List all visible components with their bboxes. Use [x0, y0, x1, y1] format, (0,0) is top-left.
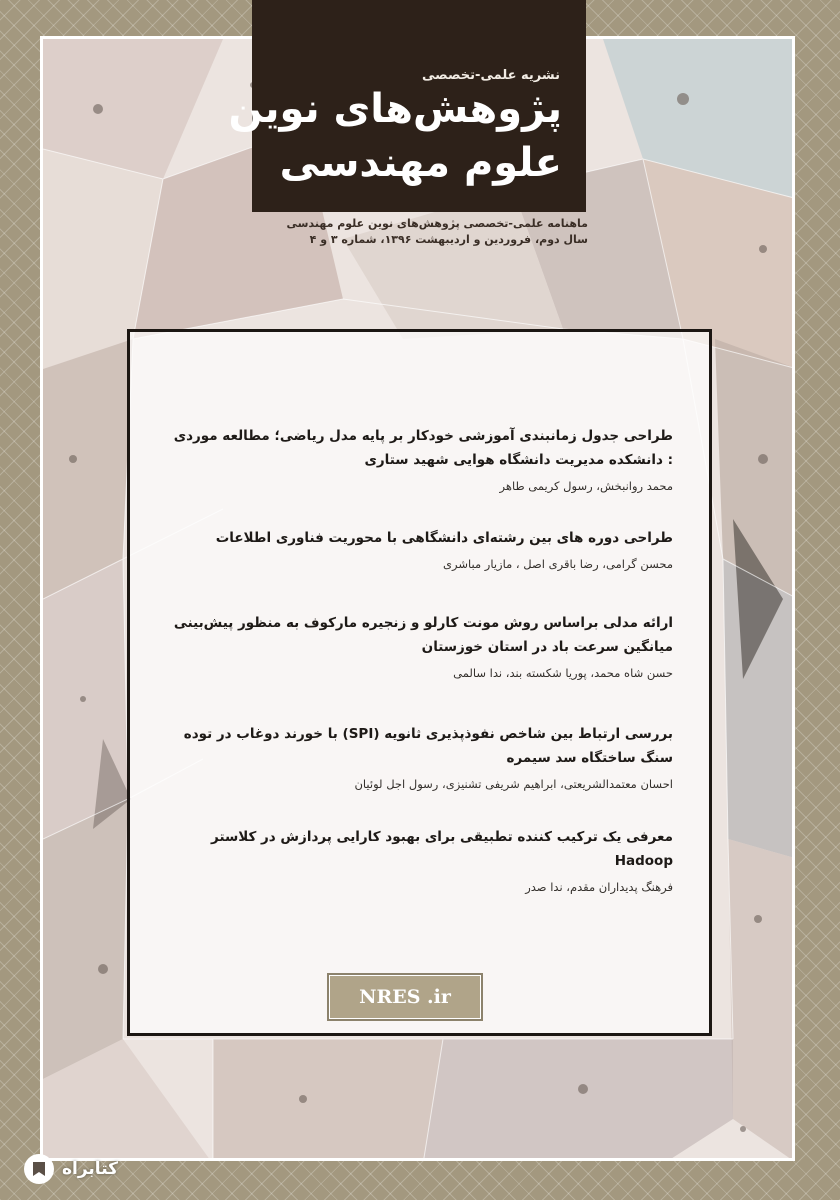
article-title: طراحی جدول زمانبندی آموزشی خودکار بر پایه مدل ریاضی؛ مطالعه موردی : دانشکده مدیریت دانشگاه هوایی شهید ستاری	[173, 428, 673, 468]
article-authors: فرهنگ پدیداران مقدم، ندا صدر	[525, 880, 673, 894]
article-item	[166, 825, 673, 897]
article-list	[166, 424, 673, 897]
article-authors: حسن شاه محمد، پوریا شکسته بند، ندا سالمی	[453, 666, 673, 680]
article-authors: محسن گرامی، رضا باقری اصل ، مازیار مباشری	[443, 557, 673, 571]
article-title: طراحی دوره های بین رشته‌ای دانشگاهی با محوریت فناوری اطلاعات	[215, 530, 673, 546]
article-item	[166, 526, 673, 574]
article-item	[166, 722, 673, 794]
article-authors: محمد روانبخش، رسول کریمی طاهر	[499, 479, 673, 493]
journal-title-line1: پژوهش‌های نوین	[228, 86, 562, 132]
website-badge[interactable]: NRES .ir	[329, 975, 481, 1019]
publisher-logo[interactable]	[0, 1138, 140, 1200]
journal-masthead	[228, 0, 586, 212]
publisher-name: کتابراه	[61, 1159, 119, 1179]
article-item	[166, 611, 673, 683]
kb-logo-icon	[22, 1152, 56, 1186]
issue-info	[258, 216, 588, 248]
article-title: معرفی یک ترکیب کننده تطبیقی برای بهبود کارایی پردازش در کلاستر Hadoop	[211, 829, 673, 869]
article-title: بررسی ارتباط بین شاخص نفوذپذیری ثانویه (SPI) با خورند دوغاب در توده سنگ ساختگاه سد سیمره	[183, 726, 673, 766]
article-title: ارائه مدلی براساس روش مونت کارلو و زنجیره مارکوف به منظور پیش‌بینی میانگین سرعت باد در استان خوزستان	[173, 615, 673, 655]
journal-tagline: نشریه علمی-تخصصی	[422, 68, 560, 83]
article-authors: احسان معتمدالشریعتی، ابراهیم شریفی تشنیزی، رسول اجل لوئیان	[354, 777, 673, 791]
journal-subtitle: ماهنامه علمی-تخصصی پژوهش‌های نوین علوم مهندسی	[286, 217, 588, 230]
issue-line: سال دوم، فروردین و اردیبهشت ۱۳۹۶، شماره ۳ و ۴	[309, 233, 588, 246]
article-item	[166, 424, 673, 496]
journal-title-line2: علوم مهندسی	[279, 140, 562, 186]
table-of-contents	[127, 329, 712, 1036]
